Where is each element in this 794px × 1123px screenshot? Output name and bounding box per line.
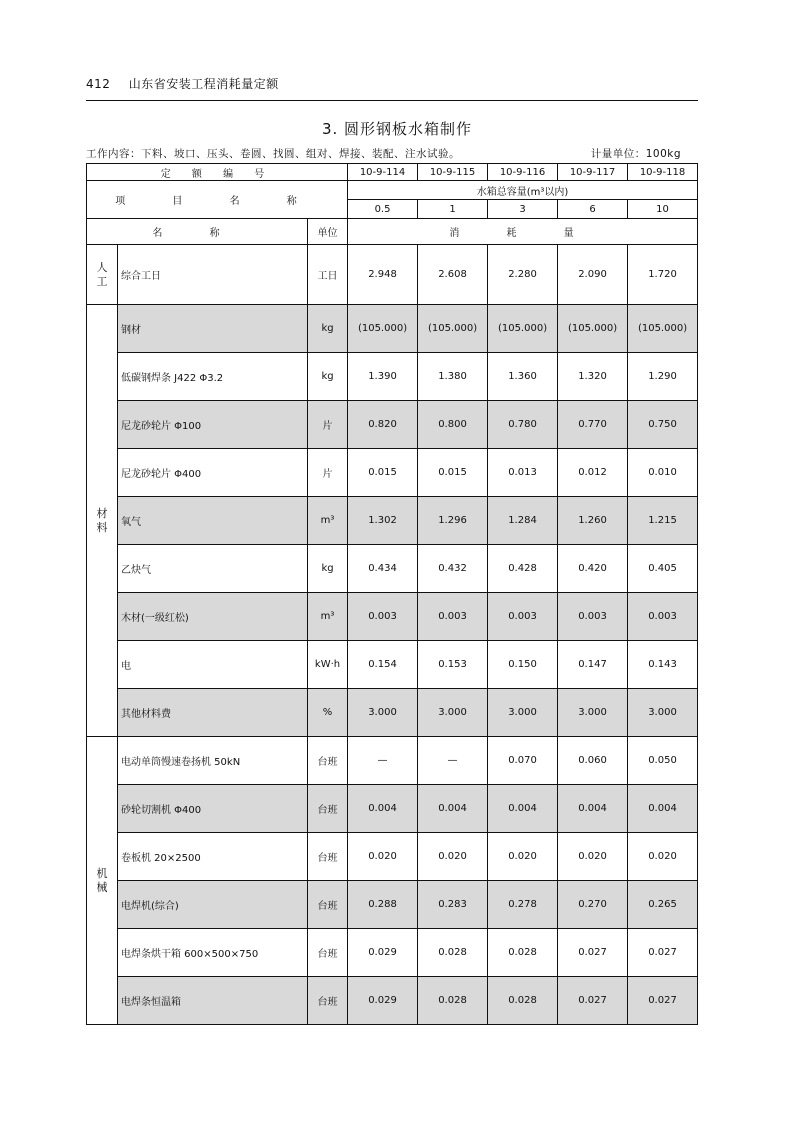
resource-name: 综合工日 xyxy=(118,245,308,305)
resource-unit: 台班 xyxy=(308,929,348,977)
resource-unit: 台班 xyxy=(308,881,348,929)
consumption-value: 0.265 xyxy=(628,881,698,929)
resource-name: 其他材料费 xyxy=(118,689,308,737)
resource-row xyxy=(87,497,698,545)
consumption-value: 3.000 xyxy=(418,689,488,737)
consumption-value: 0.434 xyxy=(348,545,418,593)
category-cell xyxy=(87,305,118,737)
capacity-value: 10 xyxy=(628,200,698,219)
consumption-value: 0.020 xyxy=(418,833,488,881)
consumption-value: 0.003 xyxy=(488,593,558,641)
consumption-value: 1.296 xyxy=(418,497,488,545)
consumption-value: 2.280 xyxy=(488,245,558,305)
unit-column-header: 单位 xyxy=(308,219,348,245)
resource-unit: 台班 xyxy=(308,785,348,833)
consumption-value: — xyxy=(418,737,488,785)
consumption-value: 0.153 xyxy=(418,641,488,689)
resource-unit: 片 xyxy=(308,449,348,497)
resource-unit: 片 xyxy=(308,401,348,449)
consumption-value: 0.029 xyxy=(348,929,418,977)
resource-unit: kW·h xyxy=(308,641,348,689)
resource-name: 电焊条恒温箱 xyxy=(118,977,308,1025)
consumption-value: 0.028 xyxy=(418,929,488,977)
capacity-value: 0.5 xyxy=(348,200,418,219)
resource-row xyxy=(87,833,698,881)
resource-name: 砂轮切割机 Φ400 xyxy=(118,785,308,833)
quota-code: 10-9-118 xyxy=(628,164,698,181)
item-label: 项 目 名 称 xyxy=(87,181,348,219)
category-cell xyxy=(87,245,118,305)
resource-row xyxy=(87,401,698,449)
category-label: 机 械 xyxy=(96,866,108,894)
resource-name: 乙炔气 xyxy=(118,545,308,593)
consumption-value: 0.070 xyxy=(488,737,558,785)
consumption-value: 1.284 xyxy=(488,497,558,545)
consumption-value: 1.380 xyxy=(418,353,488,401)
consumption-value: 1.215 xyxy=(628,497,698,545)
consumption-value: 1.390 xyxy=(348,353,418,401)
resource-unit: 工日 xyxy=(308,245,348,305)
resource-row xyxy=(87,929,698,977)
capacity-value: 3 xyxy=(488,200,558,219)
consumption-value: 2.608 xyxy=(418,245,488,305)
resource-unit: 台班 xyxy=(308,737,348,785)
resource-name: 尼龙砂轮片 Φ100 xyxy=(118,401,308,449)
consumption-value: 0.428 xyxy=(488,545,558,593)
resource-row xyxy=(87,881,698,929)
quota-code: 10-9-117 xyxy=(558,164,628,181)
resource-name: 电 xyxy=(118,641,308,689)
consumption-value: 1.720 xyxy=(628,245,698,305)
quota-code: 10-9-115 xyxy=(418,164,488,181)
resource-row xyxy=(87,977,698,1025)
resource-unit: m³ xyxy=(308,497,348,545)
quota-table xyxy=(86,163,698,1025)
page-number: 412 xyxy=(86,77,111,91)
consumption-value: 0.154 xyxy=(348,641,418,689)
consumption-value: 0.027 xyxy=(558,929,628,977)
consumption-value: 0.143 xyxy=(628,641,698,689)
resource-row xyxy=(87,245,698,305)
resource-row xyxy=(87,305,698,353)
resource-row xyxy=(87,641,698,689)
resource-unit: kg xyxy=(308,545,348,593)
consumption-value: 0.060 xyxy=(558,737,628,785)
consumption-value: 0.820 xyxy=(348,401,418,449)
resource-name: 低碳钢焊条 J422 Φ3.2 xyxy=(118,353,308,401)
consumption-value: (105.000) xyxy=(348,305,418,353)
resource-unit: kg xyxy=(308,305,348,353)
consumption-value: 0.003 xyxy=(628,593,698,641)
resource-name: 电焊条烘干箱 600×500×750 xyxy=(118,929,308,977)
consumption-value: 0.147 xyxy=(558,641,628,689)
resource-name: 电焊机(综合) xyxy=(118,881,308,929)
quota-table-body xyxy=(87,164,698,1025)
consumption-value: 0.150 xyxy=(488,641,558,689)
consumption-value: 1.360 xyxy=(488,353,558,401)
consumption-value: (105.000) xyxy=(418,305,488,353)
consumption-value: 0.750 xyxy=(628,401,698,449)
resource-name: 电动单筒慢速卷扬机 50kN xyxy=(118,737,308,785)
consumption-value: 2.948 xyxy=(348,245,418,305)
consumption-value: 0.028 xyxy=(488,929,558,977)
resource-row xyxy=(87,449,698,497)
consumption-value: (105.000) xyxy=(488,305,558,353)
book-title: 山东省安装工程消耗量定额 xyxy=(128,77,279,91)
consumption-value: 0.432 xyxy=(418,545,488,593)
consumption-value: 0.800 xyxy=(418,401,488,449)
consumption-value: 0.003 xyxy=(558,593,628,641)
consumption-value: 3.000 xyxy=(628,689,698,737)
capacity-label: 水箱总容量(m³以内) xyxy=(348,181,698,200)
section-title: 3. 圆形钢板水箱制作 xyxy=(321,120,473,138)
quota-code-row xyxy=(87,164,698,181)
consumption-value: 0.029 xyxy=(348,977,418,1025)
resource-name: 钢材 xyxy=(118,305,308,353)
consumption-value: — xyxy=(348,737,418,785)
measure-unit: 计量单位：100kg xyxy=(590,148,681,160)
consumption-value: 0.020 xyxy=(488,833,558,881)
consumption-value: 0.027 xyxy=(558,977,628,1025)
resource-unit: 台班 xyxy=(308,977,348,1025)
resource-row xyxy=(87,689,698,737)
consumption-value: 0.004 xyxy=(488,785,558,833)
consumption-value: 0.027 xyxy=(628,977,698,1025)
consumption-value: 0.028 xyxy=(418,977,488,1025)
consumption-value: 0.288 xyxy=(348,881,418,929)
consumption-value: 1.260 xyxy=(558,497,628,545)
resource-unit: % xyxy=(308,689,348,737)
consumption-value: (105.000) xyxy=(628,305,698,353)
consumption-value: 0.020 xyxy=(558,833,628,881)
consumption-value: 0.020 xyxy=(348,833,418,881)
capacity-value: 6 xyxy=(558,200,628,219)
resource-name: 木材(一级红松) xyxy=(118,593,308,641)
consumption-value: 0.013 xyxy=(488,449,558,497)
consumption-value: 0.015 xyxy=(418,449,488,497)
consumption-value: 0.004 xyxy=(348,785,418,833)
consumption-value: 3.000 xyxy=(488,689,558,737)
resource-row xyxy=(87,545,698,593)
resource-unit: 台班 xyxy=(308,833,348,881)
consumption-value: 0.283 xyxy=(418,881,488,929)
consumption-value: 0.050 xyxy=(628,737,698,785)
consumption-value: 1.320 xyxy=(558,353,628,401)
consumption-value: 0.405 xyxy=(628,545,698,593)
resource-row xyxy=(87,353,698,401)
resource-row xyxy=(87,737,698,785)
consumption-value: 0.770 xyxy=(558,401,628,449)
quota-code: 10-9-116 xyxy=(488,164,558,181)
consumption-value: 2.090 xyxy=(558,245,628,305)
header-rule xyxy=(86,100,698,101)
consumption-value: 1.290 xyxy=(628,353,698,401)
resource-name: 卷板机 20×2500 xyxy=(118,833,308,881)
quota-code: 10-9-114 xyxy=(348,164,418,181)
category-cell xyxy=(87,737,118,1025)
consumption-value: 0.020 xyxy=(628,833,698,881)
capacity-label-row xyxy=(87,181,698,200)
consumption-value: 0.010 xyxy=(628,449,698,497)
category-label: 人 工 xyxy=(96,260,108,288)
consumption-value: 3.000 xyxy=(558,689,628,737)
page-header xyxy=(86,75,279,92)
consumption-value: 0.004 xyxy=(558,785,628,833)
consumption-value: 0.420 xyxy=(558,545,628,593)
capacity-value: 1 xyxy=(418,200,488,219)
category-label: 材 料 xyxy=(96,506,108,534)
consumption-value: 0.780 xyxy=(488,401,558,449)
resource-name: 尼龙砂轮片 Φ400 xyxy=(118,449,308,497)
column-header-row xyxy=(87,219,698,245)
resource-unit: m³ xyxy=(308,593,348,641)
resource-unit: kg xyxy=(308,353,348,401)
consumption-value: 0.270 xyxy=(558,881,628,929)
consumption-value: 3.000 xyxy=(348,689,418,737)
consumption-value: 0.027 xyxy=(628,929,698,977)
consumption-value: 0.003 xyxy=(348,593,418,641)
resource-name: 氧气 xyxy=(118,497,308,545)
quota-no-label: 定 额 编 号 xyxy=(87,164,348,181)
name-column-header: 名 称 xyxy=(87,219,308,245)
resource-row xyxy=(87,593,698,641)
resource-row xyxy=(87,785,698,833)
consumption-header: 消 耗 量 xyxy=(348,219,698,245)
consumption-value: (105.000) xyxy=(558,305,628,353)
consumption-value: 0.028 xyxy=(488,977,558,1025)
consumption-value: 1.302 xyxy=(348,497,418,545)
consumption-value: 0.015 xyxy=(348,449,418,497)
consumption-value: 0.003 xyxy=(418,593,488,641)
consumption-value: 0.012 xyxy=(558,449,628,497)
consumption-value: 0.278 xyxy=(488,881,558,929)
consumption-value: 0.004 xyxy=(418,785,488,833)
consumption-value: 0.004 xyxy=(628,785,698,833)
work-content: 工作内容：下料、坡口、压头、卷圆、找圆、组对、焊接、装配、注水试验。 xyxy=(86,148,460,160)
